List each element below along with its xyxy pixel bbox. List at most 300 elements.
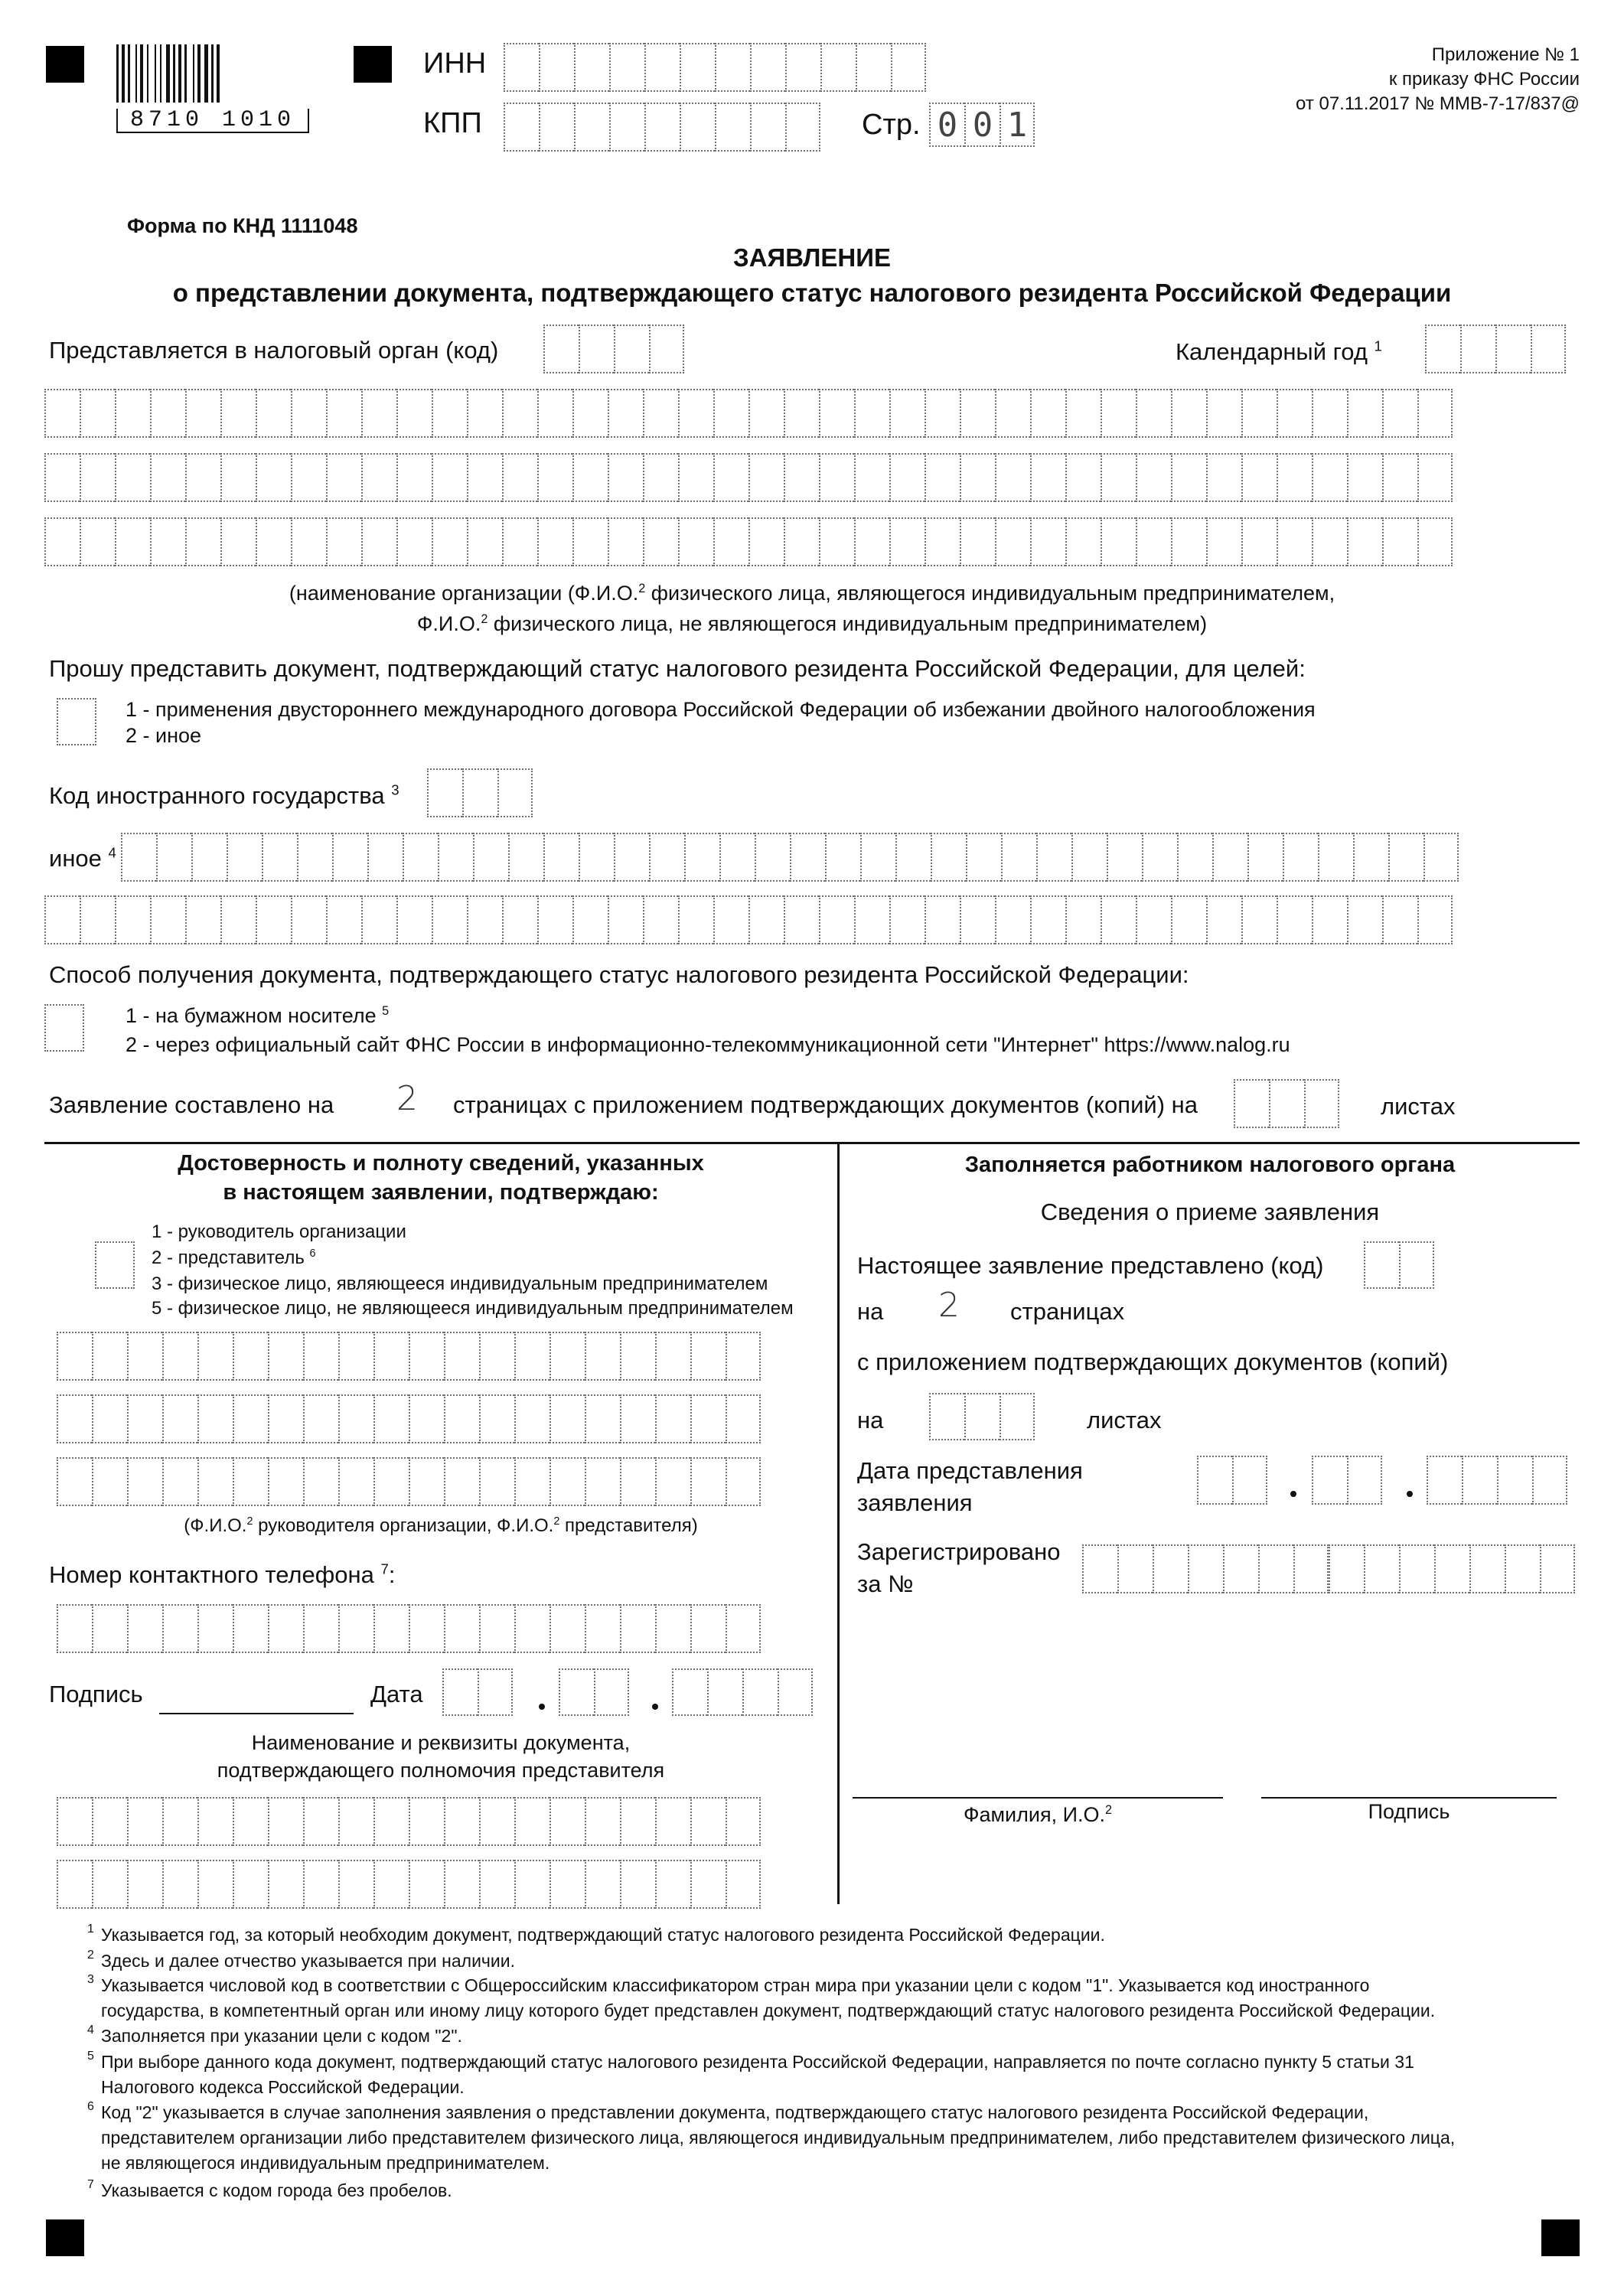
- char-cell[interactable]: [233, 1394, 268, 1443]
- char-cell[interactable]: [1171, 895, 1206, 944]
- char-cell[interactable]: [1427, 1456, 1462, 1505]
- char-cell[interactable]: [127, 1604, 162, 1653]
- char-cell[interactable]: [572, 389, 608, 438]
- char-cell[interactable]: [467, 517, 502, 566]
- char-cell[interactable]: [678, 517, 713, 566]
- char-cell[interactable]: [303, 1332, 338, 1381]
- submission-date-month[interactable]: [1312, 1456, 1382, 1505]
- char-cell[interactable]: [678, 389, 713, 438]
- char-cell[interactable]: [960, 453, 995, 502]
- char-cell[interactable]: [713, 453, 748, 502]
- char-cell[interactable]: [1347, 453, 1382, 502]
- signer-code-checkbox[interactable]: [95, 1241, 135, 1289]
- char-cell[interactable]: [150, 517, 185, 566]
- char-cell[interactable]: [256, 517, 291, 566]
- char-cell[interactable]: [233, 1860, 268, 1909]
- char-cell[interactable]: [960, 517, 995, 566]
- char-cell[interactable]: [185, 389, 220, 438]
- char-cell[interactable]: [467, 389, 502, 438]
- char-cell[interactable]: [361, 895, 396, 944]
- char-cell[interactable]: [854, 895, 889, 944]
- char-cell[interactable]: [1001, 833, 1036, 882]
- char-cell[interactable]: [479, 1604, 514, 1653]
- char-cell[interactable]: [785, 103, 820, 152]
- char-cell[interactable]: [162, 1860, 197, 1909]
- char-cell[interactable]: [620, 1394, 655, 1443]
- char-cell[interactable]: [57, 1860, 92, 1909]
- kpp-field[interactable]: [504, 103, 820, 152]
- char-cell[interactable]: [162, 1797, 197, 1846]
- char-cell[interactable]: [1082, 1544, 1117, 1593]
- char-cell[interactable]: [819, 453, 854, 502]
- char-cell[interactable]: [361, 453, 396, 502]
- char-cell[interactable]: [1277, 453, 1312, 502]
- char-cell[interactable]: [373, 1457, 409, 1506]
- char-cell[interactable]: [690, 1394, 726, 1443]
- char-cell[interactable]: [537, 389, 572, 438]
- char-cell[interactable]: [409, 1797, 444, 1846]
- char-cell[interactable]: [785, 43, 820, 92]
- char-cell[interactable]: [233, 1457, 268, 1506]
- char-cell[interactable]: [1277, 895, 1312, 944]
- char-cell[interactable]: [895, 833, 931, 882]
- char-cell[interactable]: [396, 517, 432, 566]
- char-cell[interactable]: [678, 895, 713, 944]
- char-cell[interactable]: [1382, 895, 1417, 944]
- char-cell[interactable]: [444, 1797, 479, 1846]
- char-cell[interactable]: [649, 325, 684, 373]
- char-cell[interactable]: [1399, 1241, 1434, 1289]
- other-purpose-row-1[interactable]: [121, 833, 1459, 882]
- char-cell[interactable]: [115, 517, 150, 566]
- char-cell[interactable]: [748, 453, 784, 502]
- char-cell[interactable]: [373, 1394, 409, 1443]
- char-cell[interactable]: [197, 1860, 233, 1909]
- char-cell[interactable]: [479, 1394, 514, 1443]
- char-cell[interactable]: [1241, 453, 1277, 502]
- char-cell[interactable]: [1312, 453, 1347, 502]
- char-cell[interactable]: [162, 1457, 197, 1506]
- authority-sign-line[interactable]: [1261, 1797, 1557, 1799]
- char-cell[interactable]: [338, 1332, 373, 1381]
- char-cell[interactable]: [326, 389, 361, 438]
- char-cell[interactable]: [559, 1668, 594, 1716]
- char-cell[interactable]: [1101, 389, 1136, 438]
- char-cell[interactable]: [1434, 1544, 1469, 1593]
- char-cell[interactable]: [819, 895, 854, 944]
- char-cell[interactable]: [585, 1332, 620, 1381]
- char-cell[interactable]: [755, 833, 790, 882]
- char-cell[interactable]: [478, 1668, 513, 1716]
- char-cell[interactable]: [504, 43, 539, 92]
- char-cell[interactable]: [854, 389, 889, 438]
- char-cell[interactable]: [995, 453, 1030, 502]
- char-cell[interactable]: [931, 833, 966, 882]
- char-cell[interactable]: [655, 1394, 690, 1443]
- char-cell[interactable]: [537, 517, 572, 566]
- char-cell[interactable]: [1382, 389, 1417, 438]
- inn-field[interactable]: [504, 43, 926, 92]
- char-cell[interactable]: [726, 1457, 761, 1506]
- char-cell[interactable]: [964, 1393, 1000, 1440]
- char-cell[interactable]: [784, 453, 819, 502]
- char-cell[interactable]: [726, 1604, 761, 1653]
- char-cell[interactable]: [57, 1332, 92, 1381]
- submission-date-year[interactable]: [1427, 1456, 1567, 1505]
- char-cell[interactable]: [80, 453, 115, 502]
- char-cell[interactable]: [185, 895, 220, 944]
- submission-date-day[interactable]: [1197, 1456, 1267, 1505]
- char-cell[interactable]: [1101, 895, 1136, 944]
- char-cell[interactable]: [297, 833, 332, 882]
- other-purpose-row-2[interactable]: [44, 895, 1453, 944]
- signer-fio-row-3[interactable]: [57, 1457, 761, 1506]
- char-cell[interactable]: [1197, 1456, 1232, 1505]
- char-cell[interactable]: [1117, 1544, 1153, 1593]
- char-cell[interactable]: [156, 833, 191, 882]
- char-cell[interactable]: [608, 517, 643, 566]
- char-cell[interactable]: [508, 833, 543, 882]
- char-cell[interactable]: [690, 1332, 726, 1381]
- char-cell[interactable]: [713, 517, 748, 566]
- char-cell[interactable]: [227, 833, 262, 882]
- char-cell[interactable]: [514, 1332, 549, 1381]
- char-cell[interactable]: [1353, 833, 1388, 882]
- char-cell[interactable]: [1247, 833, 1283, 882]
- char-cell[interactable]: [1347, 389, 1382, 438]
- char-cell[interactable]: [1030, 453, 1065, 502]
- char-cell[interactable]: [748, 517, 784, 566]
- char-cell[interactable]: [1388, 833, 1423, 882]
- char-cell[interactable]: [409, 1604, 444, 1653]
- char-cell[interactable]: [338, 1860, 373, 1909]
- char-cell[interactable]: [1000, 1393, 1035, 1440]
- char-cell[interactable]: [1540, 1544, 1575, 1593]
- char-cell[interactable]: [442, 1668, 478, 1716]
- char-cell[interactable]: [784, 517, 819, 566]
- char-cell[interactable]: [620, 1604, 655, 1653]
- char-cell[interactable]: [549, 1332, 585, 1381]
- char-cell[interactable]: [268, 1332, 303, 1381]
- char-cell[interactable]: [860, 833, 895, 882]
- char-cell[interactable]: [502, 517, 537, 566]
- char-cell[interactable]: [1532, 1456, 1567, 1505]
- char-cell[interactable]: [715, 43, 750, 92]
- char-cell[interactable]: [1277, 517, 1312, 566]
- char-cell[interactable]: [726, 1860, 761, 1909]
- char-cell[interactable]: [150, 895, 185, 944]
- char-cell[interactable]: [57, 1457, 92, 1506]
- char-cell[interactable]: [268, 1457, 303, 1506]
- char-cell[interactable]: [326, 895, 361, 944]
- char-cell[interactable]: [185, 517, 220, 566]
- char-cell[interactable]: [373, 1860, 409, 1909]
- char-cell[interactable]: [690, 1604, 726, 1653]
- char-cell[interactable]: [854, 517, 889, 566]
- org-name-row-1[interactable]: [44, 389, 1453, 438]
- char-cell[interactable]: [427, 768, 462, 817]
- char-cell[interactable]: [825, 833, 860, 882]
- char-cell[interactable]: [1136, 895, 1171, 944]
- char-cell[interactable]: [268, 1860, 303, 1909]
- char-cell[interactable]: [655, 1860, 690, 1909]
- char-cell[interactable]: [608, 453, 643, 502]
- char-cell[interactable]: [620, 1332, 655, 1381]
- char-cell[interactable]: [467, 895, 502, 944]
- char-cell[interactable]: [537, 895, 572, 944]
- char-cell[interactable]: [966, 833, 1001, 882]
- char-cell[interactable]: [678, 453, 713, 502]
- char-cell[interactable]: [574, 43, 609, 92]
- char-cell[interactable]: [925, 895, 960, 944]
- char-cell[interactable]: [1417, 517, 1453, 566]
- calendar-year-field[interactable]: [1425, 325, 1566, 373]
- char-cell[interactable]: [80, 389, 115, 438]
- char-cell[interactable]: [432, 389, 467, 438]
- char-cell[interactable]: [643, 895, 678, 944]
- char-cell[interactable]: [444, 1332, 479, 1381]
- char-cell[interactable]: [1382, 453, 1417, 502]
- char-cell[interactable]: [262, 833, 297, 882]
- char-cell[interactable]: [1232, 1456, 1267, 1505]
- char-cell[interactable]: [514, 1860, 549, 1909]
- char-cell[interactable]: [291, 389, 326, 438]
- char-cell[interactable]: [549, 1860, 585, 1909]
- char-cell[interactable]: [643, 517, 678, 566]
- char-cell[interactable]: [504, 103, 539, 152]
- char-cell[interactable]: [268, 1797, 303, 1846]
- char-cell[interactable]: [291, 453, 326, 502]
- char-cell[interactable]: [1036, 833, 1071, 882]
- char-cell[interactable]: [332, 833, 367, 882]
- char-cell[interactable]: [467, 453, 502, 502]
- char-cell[interactable]: [44, 517, 80, 566]
- char-cell[interactable]: [396, 389, 432, 438]
- char-cell[interactable]: [438, 833, 473, 882]
- authority-sheets-field[interactable]: [929, 1393, 1035, 1440]
- char-cell[interactable]: [1531, 325, 1566, 373]
- char-cell[interactable]: [672, 1668, 707, 1716]
- char-cell[interactable]: [925, 453, 960, 502]
- char-cell[interactable]: [585, 1394, 620, 1443]
- char-cell[interactable]: [115, 453, 150, 502]
- char-cell[interactable]: [373, 1797, 409, 1846]
- char-cell[interactable]: [514, 1604, 549, 1653]
- char-cell[interactable]: [291, 895, 326, 944]
- char-cell[interactable]: [1469, 1544, 1505, 1593]
- char-cell[interactable]: [549, 1797, 585, 1846]
- char-cell[interactable]: [220, 453, 256, 502]
- char-cell[interactable]: [92, 1604, 127, 1653]
- char-cell[interactable]: [432, 453, 467, 502]
- char-cell[interactable]: [614, 325, 649, 373]
- char-cell[interactable]: [960, 389, 995, 438]
- char-cell[interactable]: [1417, 895, 1453, 944]
- char-cell[interactable]: [338, 1394, 373, 1443]
- char-cell[interactable]: [995, 895, 1030, 944]
- char-cell[interactable]: [748, 895, 784, 944]
- char-cell[interactable]: [514, 1394, 549, 1443]
- char-cell[interactable]: [1329, 1544, 1364, 1593]
- char-cell[interactable]: [44, 389, 80, 438]
- org-name-row-3[interactable]: [44, 517, 1453, 566]
- char-cell[interactable]: [1505, 1544, 1540, 1593]
- char-cell[interactable]: [268, 1394, 303, 1443]
- char-cell[interactable]: [1136, 517, 1171, 566]
- char-cell[interactable]: [713, 895, 748, 944]
- delivery-code-checkbox[interactable]: [44, 1004, 84, 1052]
- char-cell[interactable]: [479, 1332, 514, 1381]
- char-cell[interactable]: [303, 1457, 338, 1506]
- char-cell[interactable]: [1277, 389, 1312, 438]
- char-cell[interactable]: [1065, 517, 1101, 566]
- char-cell[interactable]: [742, 1668, 778, 1716]
- char-cell[interactable]: [338, 1604, 373, 1653]
- char-cell[interactable]: [220, 895, 256, 944]
- char-cell[interactable]: [162, 1332, 197, 1381]
- char-cell[interactable]: [579, 833, 614, 882]
- char-cell[interactable]: [44, 453, 80, 502]
- char-cell[interactable]: [396, 453, 432, 502]
- char-cell[interactable]: [185, 453, 220, 502]
- char-cell[interactable]: [444, 1860, 479, 1909]
- sign-date-year[interactable]: [672, 1668, 813, 1716]
- char-cell[interactable]: [614, 833, 649, 882]
- char-cell[interactable]: [572, 453, 608, 502]
- char-cell[interactable]: [1223, 1544, 1258, 1593]
- char-cell[interactable]: [1241, 389, 1277, 438]
- char-cell[interactable]: [1417, 389, 1453, 438]
- char-cell[interactable]: [784, 389, 819, 438]
- char-cell[interactable]: [479, 1797, 514, 1846]
- char-cell[interactable]: [572, 895, 608, 944]
- char-cell[interactable]: [655, 1797, 690, 1846]
- char-cell[interactable]: [473, 833, 508, 882]
- char-cell[interactable]: [726, 1797, 761, 1846]
- char-cell[interactable]: [1460, 325, 1495, 373]
- sheets-count-field[interactable]: [1234, 1079, 1339, 1128]
- char-cell[interactable]: [713, 389, 748, 438]
- char-cell[interactable]: [409, 1394, 444, 1443]
- char-cell[interactable]: [1258, 1544, 1293, 1593]
- char-cell[interactable]: [502, 453, 537, 502]
- char-cell[interactable]: [80, 517, 115, 566]
- sign-date-day[interactable]: [442, 1668, 513, 1716]
- char-cell[interactable]: [409, 1457, 444, 1506]
- char-cell[interactable]: [338, 1457, 373, 1506]
- char-cell[interactable]: [1101, 453, 1136, 502]
- registration-number-field[interactable]: [1082, 1544, 1329, 1593]
- char-cell[interactable]: [690, 1860, 726, 1909]
- char-cell[interactable]: [1206, 453, 1241, 502]
- char-cell[interactable]: [585, 1860, 620, 1909]
- char-cell[interactable]: [680, 103, 715, 152]
- char-cell[interactable]: [256, 389, 291, 438]
- char-cell[interactable]: [585, 1457, 620, 1506]
- char-cell[interactable]: [497, 768, 533, 817]
- char-cell[interactable]: [929, 1393, 964, 1440]
- char-cell[interactable]: [748, 389, 784, 438]
- char-cell[interactable]: [1283, 833, 1318, 882]
- char-cell[interactable]: [373, 1332, 409, 1381]
- char-cell[interactable]: [1171, 517, 1206, 566]
- char-cell[interactable]: [539, 103, 574, 152]
- char-cell[interactable]: [57, 1797, 92, 1846]
- char-cell[interactable]: [44, 895, 80, 944]
- char-cell[interactable]: [1206, 389, 1241, 438]
- char-cell[interactable]: [684, 833, 719, 882]
- char-cell[interactable]: [514, 1457, 549, 1506]
- char-cell[interactable]: [92, 1332, 127, 1381]
- char-cell[interactable]: [432, 517, 467, 566]
- char-cell[interactable]: [1293, 1544, 1329, 1593]
- char-cell[interactable]: [233, 1604, 268, 1653]
- char-cell[interactable]: [1171, 453, 1206, 502]
- char-cell[interactable]: [1206, 517, 1241, 566]
- char-cell[interactable]: [1417, 453, 1453, 502]
- char-cell[interactable]: [960, 895, 995, 944]
- char-cell[interactable]: [57, 1604, 92, 1653]
- char-cell[interactable]: [549, 1394, 585, 1443]
- char-cell[interactable]: [925, 389, 960, 438]
- char-cell[interactable]: [572, 517, 608, 566]
- char-cell[interactable]: [719, 833, 755, 882]
- char-cell[interactable]: [197, 1457, 233, 1506]
- char-cell[interactable]: [574, 103, 609, 152]
- char-cell[interactable]: [643, 389, 678, 438]
- char-cell[interactable]: [539, 43, 574, 92]
- char-cell[interactable]: [150, 453, 185, 502]
- char-cell[interactable]: [707, 1668, 742, 1716]
- char-cell[interactable]: [1241, 895, 1277, 944]
- char-cell[interactable]: [121, 833, 156, 882]
- char-cell[interactable]: [680, 43, 715, 92]
- char-cell[interactable]: [790, 833, 825, 882]
- char-cell[interactable]: [537, 453, 572, 502]
- char-cell[interactable]: [1347, 1456, 1382, 1505]
- char-cell[interactable]: [995, 517, 1030, 566]
- char-cell[interactable]: [303, 1394, 338, 1443]
- registration-number-field-2[interactable]: [1329, 1544, 1575, 1593]
- char-cell[interactable]: [256, 453, 291, 502]
- char-cell[interactable]: [197, 1797, 233, 1846]
- purpose-code-checkbox[interactable]: [57, 698, 96, 745]
- char-cell[interactable]: [432, 895, 467, 944]
- char-cell[interactable]: [1071, 833, 1107, 882]
- char-cell[interactable]: [1364, 1544, 1399, 1593]
- char-cell[interactable]: [1269, 1079, 1304, 1128]
- char-cell[interactable]: [1312, 1456, 1347, 1505]
- char-cell[interactable]: [889, 453, 925, 502]
- char-cell[interactable]: [502, 389, 537, 438]
- char-cell[interactable]: [1312, 895, 1347, 944]
- char-cell[interactable]: [1312, 389, 1347, 438]
- char-cell[interactable]: [338, 1797, 373, 1846]
- char-cell[interactable]: [643, 453, 678, 502]
- char-cell[interactable]: [1425, 325, 1460, 373]
- char-cell[interactable]: [80, 895, 115, 944]
- char-cell[interactable]: [162, 1394, 197, 1443]
- char-cell[interactable]: [57, 1394, 92, 1443]
- char-cell[interactable]: [1136, 389, 1171, 438]
- char-cell[interactable]: [1347, 895, 1382, 944]
- char-cell[interactable]: [479, 1860, 514, 1909]
- char-cell[interactable]: [197, 1604, 233, 1653]
- char-cell[interactable]: [367, 833, 403, 882]
- char-cell[interactable]: [1171, 389, 1206, 438]
- char-cell[interactable]: [995, 389, 1030, 438]
- org-name-row-2[interactable]: [44, 453, 1453, 502]
